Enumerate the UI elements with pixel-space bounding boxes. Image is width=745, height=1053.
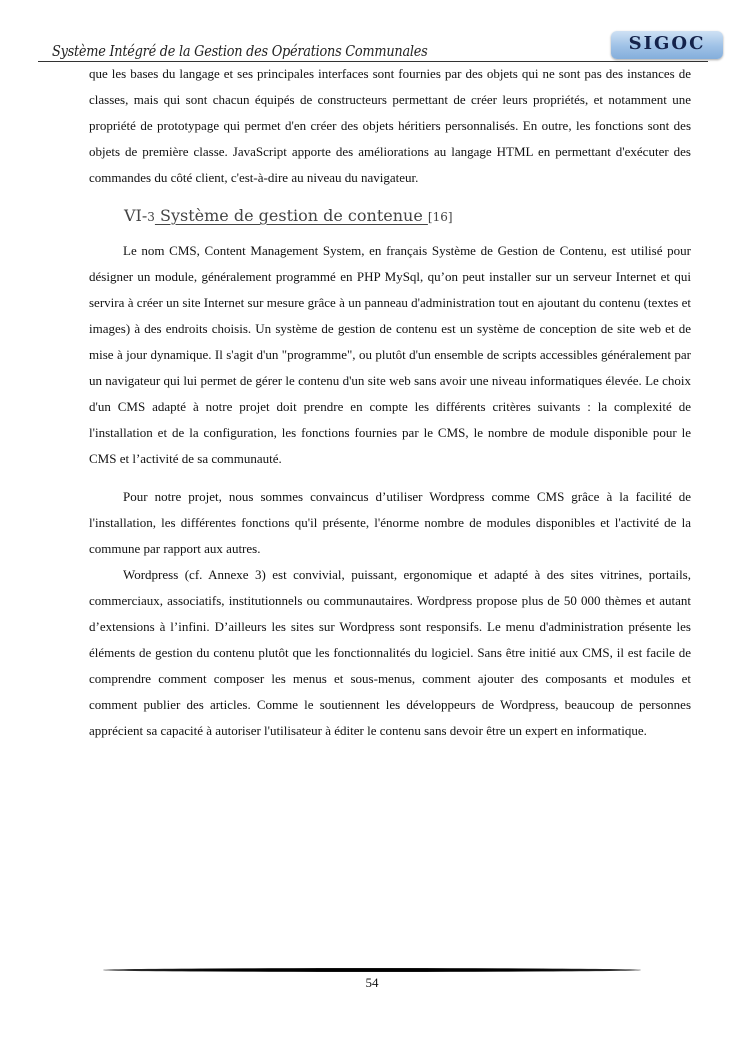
logo-text: SIGOC [628, 33, 706, 54]
page-number: 54 [365, 975, 379, 990]
section-heading [124, 201, 691, 232]
footer-rule [103, 968, 641, 972]
heading-number: 3 [147, 210, 155, 224]
page-content [89, 61, 691, 744]
header-title: Système Intégré de la Gestion des Opérations Communales [52, 42, 428, 60]
paragraph-cms-definition: Le nom CMS, Content Management System, en français Système de Gestion de Contenu, est utilisé pour désigner un module, généralement programmé en PHP MySql, qu’on peut installer sur un serveur Internet et qui servira à créer un site Internet sur mesure grâce à un panneau d'administration tout en ajoutant du contenu (textes et images) à des endroits choisis. Un système de gestion de contenu est un système de conception de site web et de mise à jour dynamique. Il s'agit d'un "programme", ou plutôt d'un ensemble de scripts accessibles généralement par un navigateur qui lui permet de gérer le contenu d'un site web sans avoir une niveau informatiques élevée. Le choix d'un CMS adapté à notre projet doit prendre en compte les différents critères suivants : la complexité de l'installation et de la configuration, les fonctions fournies par le CMS, le nombre de module disponible pour le CMS et l’activité de sa communauté. [89, 243, 691, 466]
sigoc-logo [611, 31, 723, 59]
heading-reference: [16] [427, 210, 453, 224]
paragraph-wordpress-choice: Pour notre projet, nous sommes convaincus d’utiliser Wordpress comme CMS grâce à la facilité de l'installation, les différentes fonctions qu'il présente, l'énorme nombre de modules disponibles et l'activité de la commune par rapport aux autres. [89, 489, 691, 556]
paragraph-javascript: que les bases du langage et ses principales interfaces sont fournies par des objets qui ne sont pas des instances de classes, mais qui sont chacun équipés de constructeurs permettant de créer leurs propriétés, et notamment une propriété de prototypage qui permet d'en créer des objets héritiers personnalisés. En outre, les fonctions sont des objets de première classe. JavaScript apporte des améliorations au langage HTML en permettant d'exécuter des commandes du côté client, c'est-à-dire au niveau du navigateur. [89, 66, 691, 185]
heading-prefix: VI- [124, 206, 148, 225]
page-header [0, 0, 745, 70]
paragraph-wordpress-description: Wordpress (cf. Annexe 3) est convivial, puissant, ergonomique et adapté à des sites vitrines, portails, commerciaux, associatifs, institutionnels ou communautaires. Wordpress propose plus de 50 000 thèmes et autant d’extensions à l’infini. D’ailleurs les sites sur Wordpress sont responsifs. Le menu d'administration présente les éléments de gestion du contenu plutôt que les fonctionnalités du logiciel. Sans être initié aux CMS, il est facile de comprendre comment composer les menus et sous-menus, comment ajouter des composants et modules et comment publier des articles. Comme le soutiennent les développeurs de Wordpress, beaucoup de personnes apprécient sa capacité à autoriser l'utilisateur à éditer le contenu sans devoir être un expert en informatique. [89, 567, 691, 738]
heading-title: Système de gestion de contenue [154, 206, 428, 225]
